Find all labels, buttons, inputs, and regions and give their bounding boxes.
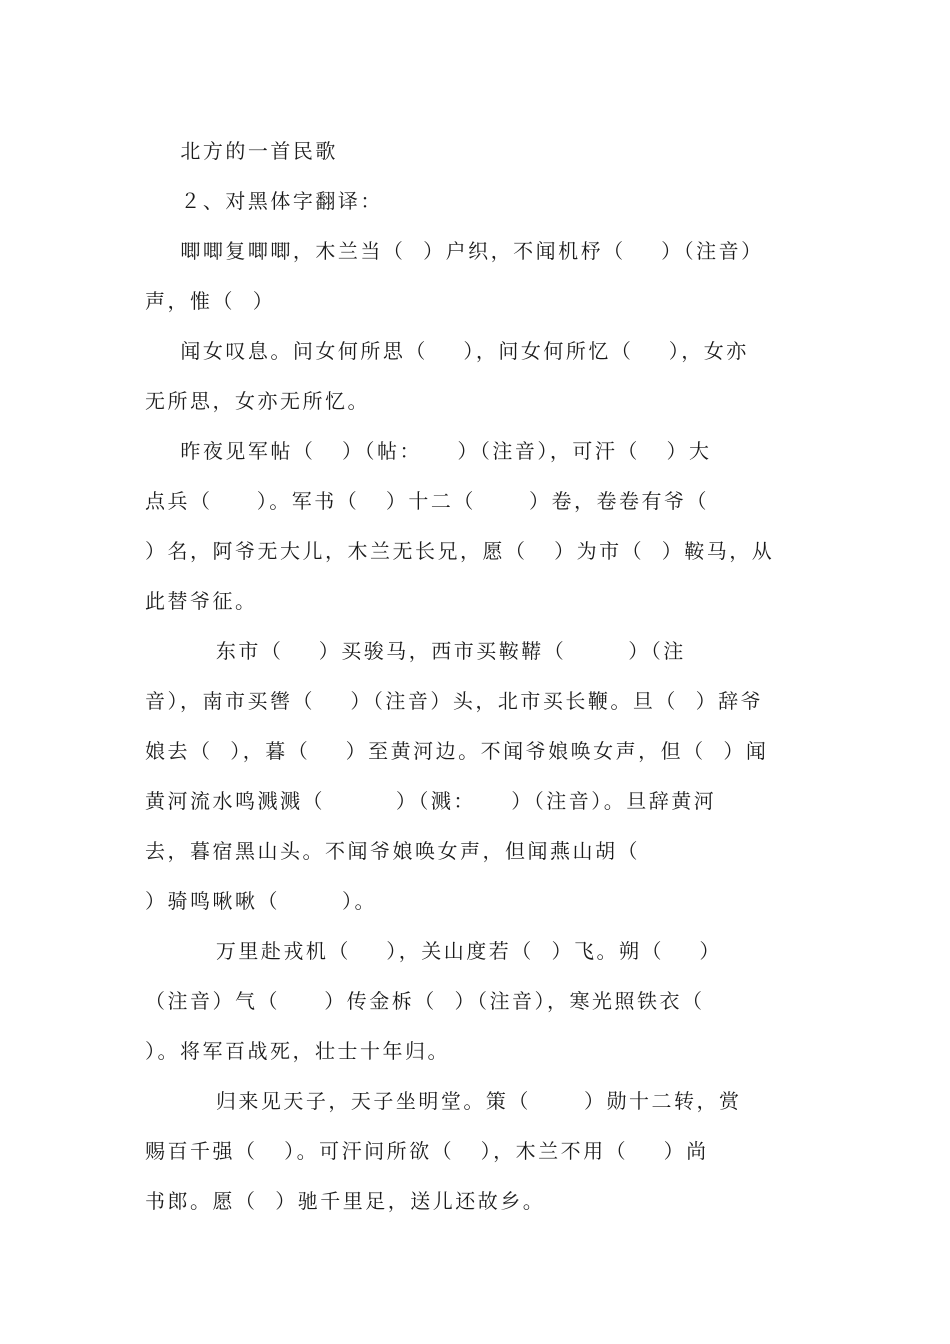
text-line: 此替爷征。 [145,589,258,613]
text-line: 赐百千强（ ）。可汗问所欲（ ），木兰不用（ ）尚 [145,1139,709,1163]
text-line: 闻女叹息。问女何所思（ ），问女何所忆（ ），女亦 [145,339,749,363]
text-line: 归来见天子，天子坐明堂。策（ ）勋十二转，赏 [145,1089,742,1113]
text-line: （注音）气（ ）传金柝（ ）（注音），寒光照铁衣（ [145,989,705,1013]
text-line: 点兵（ ）。军书（ ）十二（ ）卷，卷卷有爷（ [145,489,710,513]
text-line: 音），南市买辔（ ）（注音）头，北市买长鞭。旦（ ）辞爷 [145,689,764,713]
text-line: 黄河流水鸣溅溅（ ）（溅： ）（注音）。旦辞黄河 [145,789,717,813]
text-line: 去，暮宿黑山头。不闻爷娘唤女声，但闻燕山胡（ [145,839,640,863]
text-line: ）骑鸣啾啾（ ）。 [145,889,378,913]
instruction-line: ２、对黑体字翻译： [145,189,383,213]
text-line: ）名，阿爷无大儿，木兰无长兄，愿（ ）为市（ ）鞍马，从 [145,539,775,563]
heading-line: 北方的一首民歌 [145,139,338,163]
text-line: 万里赴戎机（ ），关山度若（ ）飞。朔（ ） [145,939,722,963]
text-line: 声，惟（ ） [145,289,276,313]
poem-text [145,126,807,1226]
text-line: 娘去（ ），暮（ ）至黄河边。不闻爷娘唤女声，但（ ）闻 [145,739,769,763]
text-line: 唧唧复唧唧，木兰当（ ）户织，不闻机杼（ ）（注音） [145,239,764,263]
text-line: 书郎。愿（ ）驰千里足，送儿还故乡。 [145,1189,546,1213]
text-line: ）。将军百战死，壮士十年归。 [145,1039,450,1063]
text-line: 东市（ ）买骏马，西市买鞍鞯（ ）（注 [145,639,686,663]
text-line: 无所思，女亦无所忆。 [145,389,370,413]
text-line: 昨夜见军帖（ ）（帖： ）（注音），可汗（ ）大 [145,439,712,463]
